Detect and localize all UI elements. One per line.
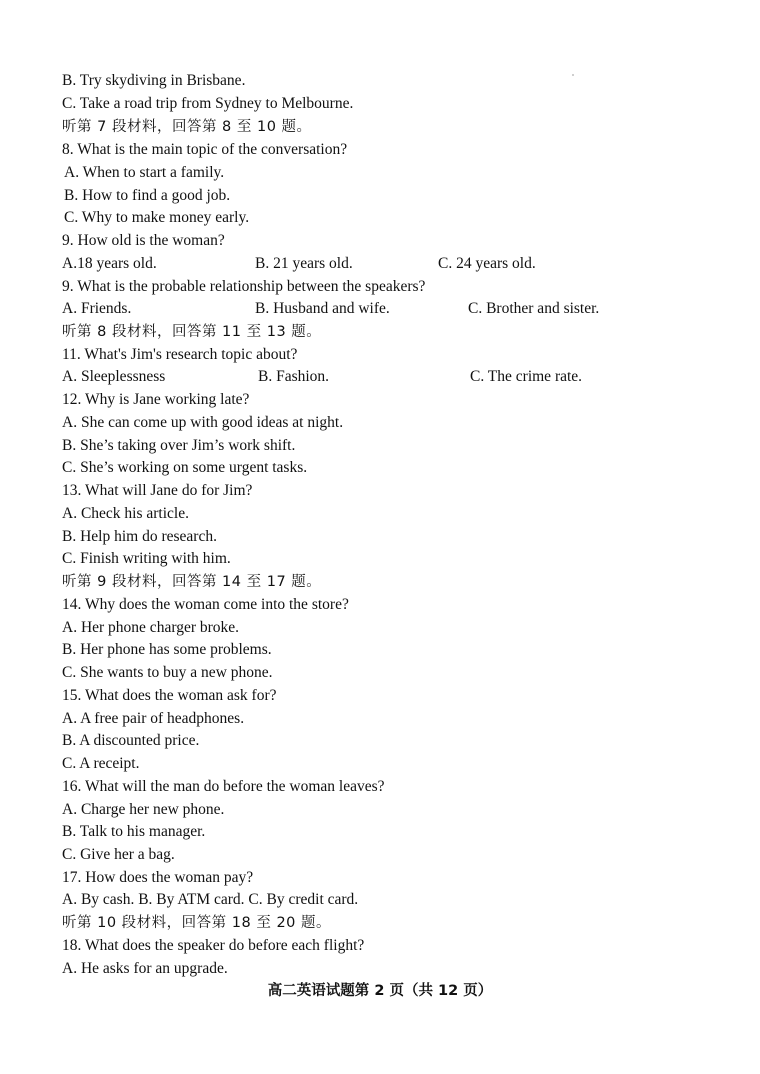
q13-option-c: C. Finish writing with him.: [62, 550, 231, 567]
q8-option-b: B. How to find a good job.: [64, 187, 231, 204]
q9b-option-a: A. Friends.: [62, 300, 132, 317]
q11-question: 11. What's Jim's research topic about?: [62, 346, 298, 363]
q16-question: 16. What will the man do before the woman leaves?: [62, 778, 385, 795]
q9-option-a: A.18 years old.: [62, 255, 157, 272]
q16-option-c: C. Give her a bag.: [62, 846, 175, 863]
q8-option-a: A. When to start a family.: [64, 164, 225, 181]
q12-question: 12. Why is Jane working late?: [62, 391, 250, 408]
q13-option-a: A. Check his article.: [62, 505, 189, 522]
section-9-instruction: 听第 9 段材料，回答第 14 至 17 题。: [62, 574, 322, 590]
page-footer: 高二英语试题第 2 页（共 12 页）: [267, 983, 493, 999]
q15-option-a: A. A free pair of headphones.: [62, 710, 245, 727]
q9-option-b: B. 21 years old.: [255, 255, 353, 272]
q17-question: 17. How does the woman pay?: [62, 869, 254, 886]
q9b-option-b: B. Husband and wife.: [255, 300, 390, 317]
q9b-option-c: C. Brother and sister.: [468, 300, 600, 317]
q12-option-b: B. She’s taking over Jim’s work shift.: [62, 437, 296, 454]
section-10-instruction: 听第 10 段材料，回答第 18 至 20 题。: [62, 915, 332, 931]
q9-option-c: C. 24 years old.: [438, 255, 536, 272]
q9b-question: 9. What is the probable relationship between the speakers?: [62, 278, 426, 295]
q18-question: 18. What does the speaker do before each flight?: [62, 937, 365, 954]
q9-question: 9. How old is the woman?: [62, 232, 225, 249]
q17-options: A. By cash. B. By ATM card. C. By credit card.: [62, 891, 359, 908]
q12-option-a: A. She can come up with good ideas at night.: [62, 414, 344, 431]
q12-option-c: C. She’s working on some urgent tasks.: [62, 459, 308, 476]
q11-option-c: C. The crime rate.: [470, 368, 583, 385]
q8-option-c: C. Why to make money early.: [64, 209, 250, 226]
section-7-instruction: 听第 7 段材料，回答第 8 至 10 题。: [62, 119, 312, 135]
q13-question: 13. What will Jane do for Jim?: [62, 482, 253, 499]
q11-option-b: B. Fashion.: [258, 368, 330, 385]
q14-option-a: A. Her phone charger broke.: [62, 619, 240, 636]
scan-speck: [572, 74, 574, 76]
q15-question: 15. What does the woman ask for?: [62, 687, 277, 704]
q8-question: 8. What is the main topic of the conversation?: [62, 141, 348, 158]
section-8-instruction: 听第 8 段材料，回答第 11 至 13 题。: [62, 324, 322, 340]
q16-option-a: A. Charge her new phone.: [62, 801, 225, 818]
q11-option-a: A. Sleeplessness: [62, 368, 166, 385]
q16-option-b: B. Talk to his manager.: [62, 823, 206, 840]
q13-option-b: B. Help him do research.: [62, 528, 217, 545]
q7-option-b: B. Try skydiving in Brisbane.: [62, 72, 246, 89]
q18-option-a: A. He asks for an upgrade.: [62, 960, 228, 977]
q15-option-b: B. A discounted price.: [62, 732, 200, 749]
q14-question: 14. Why does the woman come into the store?: [62, 596, 349, 613]
q14-option-b: B. Her phone has some problems.: [62, 641, 272, 658]
q15-option-c: C. A receipt.: [62, 755, 140, 772]
q14-option-c: C. She wants to buy a new phone.: [62, 664, 273, 681]
q7-option-c: C. Take a road trip from Sydney to Melbourne.: [62, 95, 354, 112]
